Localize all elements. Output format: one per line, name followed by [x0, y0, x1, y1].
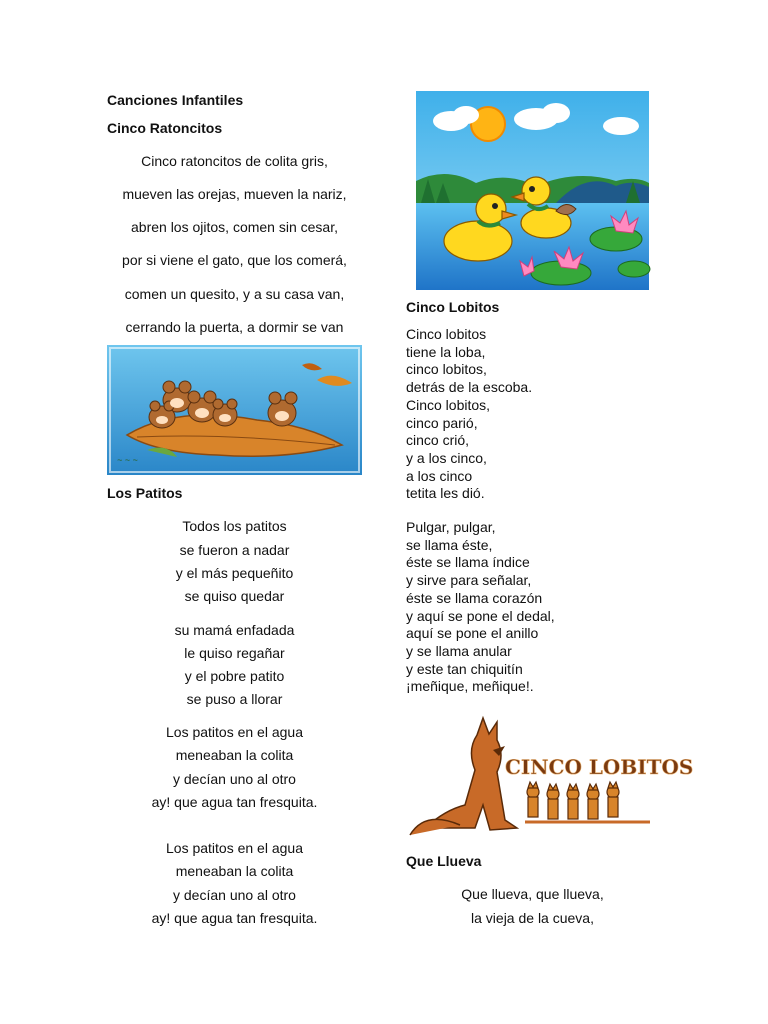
lobitos-line: y este tan chiquitín	[406, 660, 523, 677]
lobitos-line: se llama éste,	[406, 536, 493, 553]
patitos-line: Los patitos en el agua	[166, 724, 303, 740]
patitos-line: ay! que agua tan fresquita.	[151, 794, 318, 810]
lobitos-line: y sirve para señalar,	[406, 572, 532, 589]
patitos-line: se puso a llorar	[186, 691, 283, 707]
patitos-line: se fueron a nadar	[179, 542, 290, 558]
lobitos-line: y aquí se pone el dedal,	[406, 607, 555, 624]
document-title: Canciones Infantiles	[107, 92, 244, 108]
patitos-line: y el pobre patito	[184, 668, 285, 684]
patitos-line: Todos los patitos	[182, 518, 287, 534]
ducks-illustration	[416, 91, 649, 290]
ratoncitos-line: mueven las orejas, mueven la nariz,	[122, 186, 347, 202]
lobitos-line: aquí se pone el anillo	[406, 625, 539, 642]
lobitos-line: Cinco lobitos,	[406, 396, 491, 413]
llueva-line: la vieja de la cueva,	[471, 910, 594, 926]
lobitos-line: cinco lobitos,	[406, 361, 487, 378]
patitos-line: y el más pequeñito	[175, 565, 294, 581]
patitos-line: se quiso quedar	[184, 588, 285, 604]
lobitos-line: Pulgar, pulgar,	[406, 519, 496, 535]
song-title-llueva: Que Llueva	[406, 853, 482, 869]
song-title-ratoncitos: Cinco Ratoncitos	[107, 120, 223, 136]
svg-text:~ ~ ~: ~ ~ ~	[117, 455, 138, 465]
lobitos-line: a los cinco	[406, 467, 473, 484]
ratoncitos-line: abren los ojitos, comen sin cesar,	[131, 219, 338, 235]
mice-illustration	[107, 345, 362, 475]
patitos-line: su mamá enfadada	[174, 622, 295, 638]
song-title-patitos: Los Patitos	[107, 485, 183, 501]
lobitos-line: cinco crió,	[406, 432, 470, 449]
lobitos-line: éste se llama índice	[406, 554, 530, 571]
patitos-line: le quiso regañar	[184, 645, 285, 661]
lobitos-line: ¡meñique, meñique!.	[406, 678, 534, 695]
lobitos-line: Cinco lobitos	[406, 326, 487, 342]
lobitos-line: tetita les dió.	[406, 485, 485, 502]
wolves-banner-text: CINCO LOBITOS	[505, 755, 694, 779]
lobitos-line: detrás de la escoba.	[406, 379, 533, 396]
lobitos-line: éste se llama corazón	[406, 589, 543, 606]
ratoncitos-line: Cinco ratoncitos de colita gris,	[141, 153, 328, 169]
ratoncitos-line: por si viene el gato, que los comerá,	[122, 252, 347, 268]
patitos-line: Los patitos en el agua	[166, 840, 303, 856]
lobitos-line: cinco parió,	[406, 414, 478, 431]
patitos-line: ay! que agua tan fresquita.	[151, 910, 318, 926]
wolves-illustration	[405, 710, 694, 840]
ratoncitos-line: cerrando la puerta, a dormir se van	[125, 319, 344, 335]
patitos-line: meneaban la colita	[175, 747, 294, 763]
lobitos-line: y se llama anular	[406, 642, 512, 659]
lobitos-stanza-2	[406, 519, 555, 696]
lobitos-line: y a los cinco,	[406, 449, 487, 466]
patitos-line: meneaban la colita	[175, 863, 294, 879]
lobitos-stanza-1	[406, 326, 532, 503]
patitos-line: y decían uno al otro	[173, 771, 296, 787]
llueva-line: Que llueva, que llueva,	[461, 886, 604, 902]
ratoncitos-line: comen un quesito, y a su casa van,	[124, 286, 345, 302]
patitos-line: y decían uno al otro	[173, 887, 296, 903]
song-title-lobitos: Cinco Lobitos	[406, 299, 500, 315]
lobitos-line: tiene la loba,	[406, 343, 486, 360]
